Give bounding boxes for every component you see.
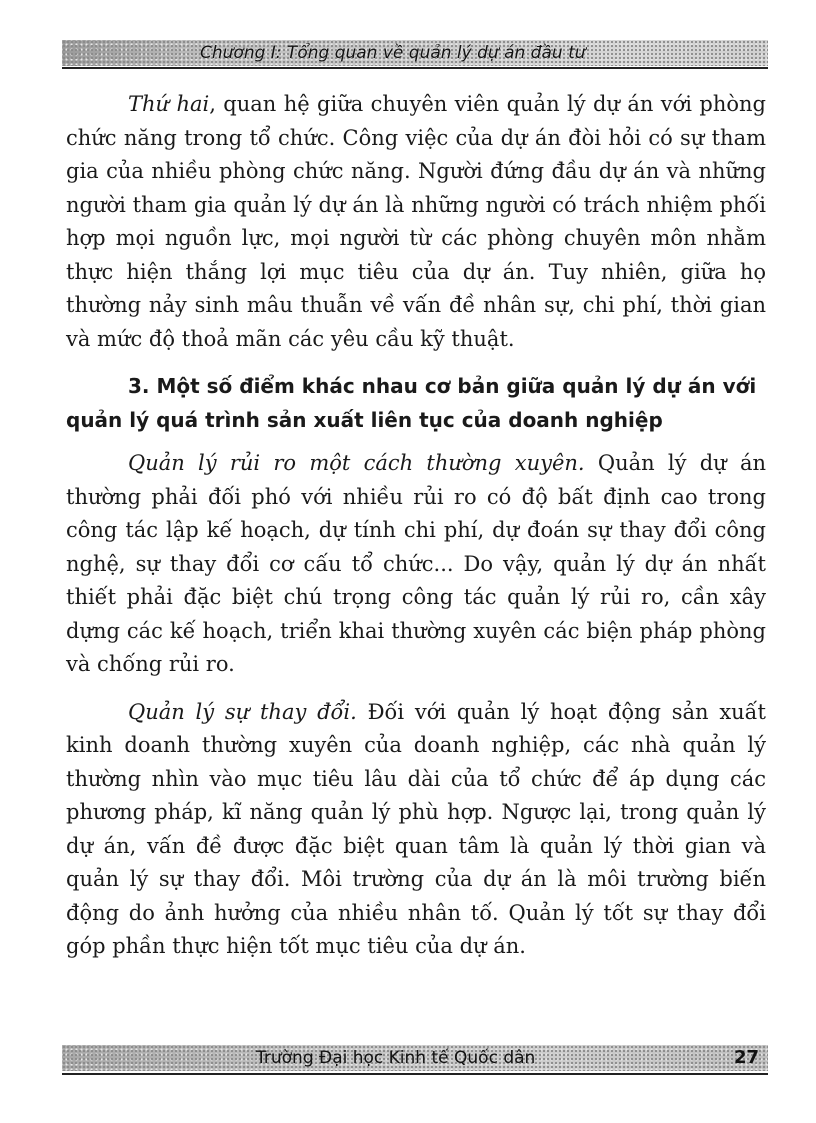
paragraph-text: , quan hệ giữa chuyên viên quản lý dự án với phòng chức năng trong tổ chức. Công việc của dự án đòi hỏi có sự tham gia của nhiều phòng chức năng. Người đứng đầu dự án và những người tham gia quản lý dự án là những người có trách nhiệm phối hợp mọi nguồn lực, mọi người từ các phòng chuyên môn nhằm thực hiện thắng lợi mục tiêu của dự án. Tuy nhiên, giữa họ thường nảy sinh mâu thuẫn về vấn đề nhân sự, chi phí, thời gian và mức độ thoả mãn các yêu cầu kỹ thuật.	[66, 92, 766, 351]
paragraph-lead: Thứ hai	[128, 92, 210, 116]
footer-university: Trường Đại học Kinh tế Quốc dân	[256, 1048, 536, 1068]
page-body	[66, 88, 766, 964]
header-rule	[62, 67, 768, 69]
paragraph-change-management	[66, 696, 766, 964]
paragraph-risk-management	[66, 447, 766, 682]
paragraph-text: Quản lý dự án thường phải đối phó với nhiều rủi ro có độ bất định cao trong công tác lập kế hoạch, dự tính chi phí, dự đoán sự thay đổi công nghệ, sự thay đổi cơ cấu tổ chức... Do vậy, quản lý dự án nhất thiết phải đặc biệt chú trọng công tác quản lý rủi ro, cần xây dựng các kế hoạch, triển khai thường xuyên các biện pháp phòng và chống rủi ro.	[66, 451, 766, 676]
running-header-title: Chương I: Tổng quan về quản lý dự án đầu tư	[200, 43, 586, 63]
paragraph-relation-departments	[66, 88, 766, 356]
page-number: 27	[734, 1047, 760, 1068]
section-heading: 3. Một số điểm khác nhau cơ bản giữa quản lý dự án với quản lý quá trình sản xuất liên tục của doanh nghiệp	[66, 374, 757, 432]
paragraph-text: Đối với quản lý hoạt động sản xuất kinh doanh thường xuyên của doanh nghiệp, các nhà quản lý thường nhìn vào mục tiêu lâu dài của tổ chức để áp dụng các phương pháp, kĩ năng quản lý phù hợp. Ngược lại, trong quản lý dự án, vấn đề được đặc biệt quan tâm là quản lý thời gian và quản lý sự thay đổi. Môi trường của dự án là môi trường biến động do ảnh hưởng của nhiều nhân tố. Quản lý tốt sự thay đổi góp phần thực hiện tốt mục tiêu của dự án.	[66, 699, 766, 958]
paragraph-lead: Quản lý sự thay đổi.	[128, 699, 357, 724]
paragraph-lead: Quản lý rủi ro một cách thường xuyên.	[128, 451, 585, 475]
footer-rule	[62, 1073, 768, 1075]
